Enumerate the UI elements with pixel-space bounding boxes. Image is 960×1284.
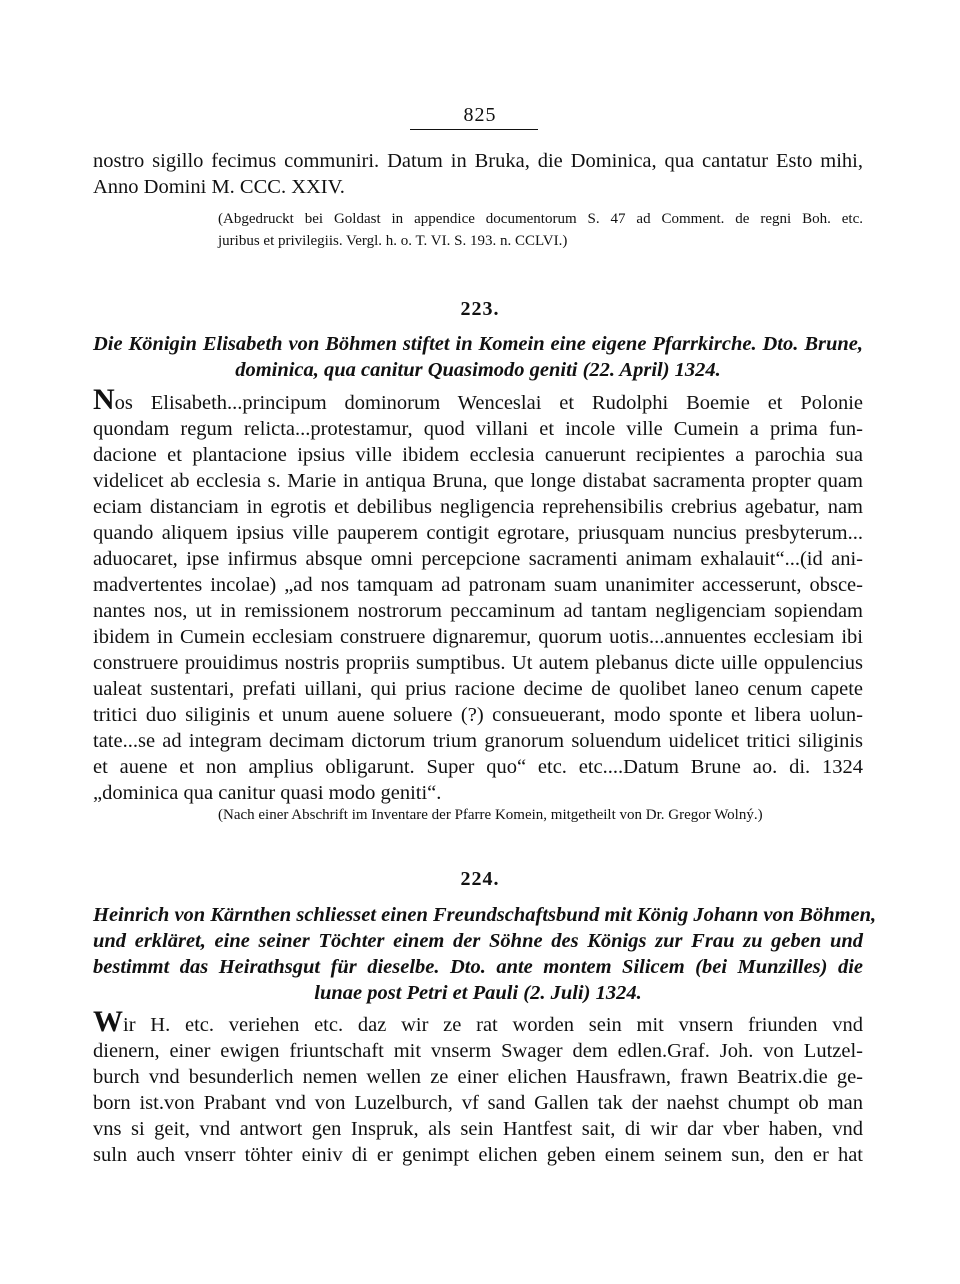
text-line: ibidem in Cumein ecclesiam construere dignaremur, quorum uotis...annuentes ecclesiam ibi [93,626,863,648]
initial-letter: N [93,383,115,416]
document-223-heading [93,331,863,383]
text-line: tritici duo siliginis et unum auene soluere (?) consueuerant, modo sponte et libera uolun- [93,704,863,726]
text-line: Anno Domini M. CCC. XXIV. [93,176,345,198]
note-line: juribus et privilegiis. Vergl. h. o. T. VI. S. 193. n. CCLVI.) [218,233,568,249]
source-note [218,804,863,826]
text-line: quando aliquem ipsius ville pauperem contigit egrotare, priusquam nuncius presbyterum... [93,522,863,544]
text-line: dienern, einer ewigen friuntschaft mit vnserm Swager dem edlen.Graf. Joh. von Lutzel- [93,1040,863,1062]
note-line: (Nach einer Abschrift im Inventare der Pfarre Komein, mitgetheilt von Dr. Gregor Wolný.) [218,807,763,823]
text-line: burch vnd besunderlich nemen wellen ze einer elichen Hausfrawn, frawn Beatrix.die ge- [93,1066,863,1088]
text-line: nostro sigillo fecimus communiri. Datum in Bruka, die Dominica, qua cantatur Esto mihi, [93,150,863,172]
source-note [218,208,863,252]
text-line: „dominica qua canitur quasi modo geniti“. [93,782,442,804]
text-line [93,383,863,416]
first-line-text: os Elisabeth...principum dominorum Wenceslai et Rudolphi Boemie et Polonie [114,392,863,414]
page-number-rule [410,129,538,130]
text-line: vns si geit, vnd antwort gen Inspruk, als sein Hantfest sait, di wir dar vber haben, vnd [93,1118,863,1140]
document-223-body [93,383,863,806]
text-line: et auene et non amplius obligarunt. Super quo“ etc. etc....Datum Brune ao. di. 1324 [93,756,863,778]
text-line: born ist.von Prabant vnd von Luzelburch, vf sand Gallen tak der naehst chumpt ob man [93,1092,863,1114]
heading-line: lunae post Petri et Pauli (2. Juli) 1324. [314,982,642,1004]
text-line: madvertentes incolae) „ad nos tamquam ad patronam suam unanimiter accesserunt, obsce- [93,574,863,596]
text-line [93,1005,863,1038]
heading-line: dominica, qua canitur Quasimodo geniti (22. April) 1324. [235,359,721,381]
note-line: (Abgedruckt bei Goldast in appendice documentorum S. 47 ad Comment. de regni Boh. etc. [218,211,863,227]
text-line: construere prouidimus nostris propriis sumptibus. Ut autem plebanus dicte uille oppulencius [93,652,863,674]
heading-line: Heinrich von Kärnthen schliesset einen Freundschaftsbund mit König Johann von Böhmen, [93,904,877,926]
text-line: quondam regum relicta...protestamur, quod villani et incole ville Cumein a prima fun- [93,418,863,440]
heading-line: und erkläret, eine seiner Töchter einem der Söhne des Königs zur Frau zu geben und [93,930,863,952]
text-line: tate...se ad integram decimam dictorum trium granorum soluendum uidelicet tritici siliginis [93,730,863,752]
first-line-text: ir H. etc. veriehen etc. daz wir ze rat worden sein mit vnsern friunden vnd [123,1014,863,1036]
initial-letter: W [93,1005,123,1038]
continuation-text [93,148,863,200]
text-line: eciam distanciam in egrotis et debilibus negligencia reprehensibilis crebrius agebatur, nam [93,496,863,518]
heading-line: bestimmt das Heirathsgut für dieselbe. Dto. ante montem Silicem (bei Munzilles) die [93,956,863,978]
document-number-223: 223. [460,298,500,320]
page-number: 825 [463,104,497,126]
text-line: nantes nos, ut in remissionem nostrorum peccaminum ad tantam negligenciam sopiendam [93,600,863,622]
document-224-heading [93,902,877,1006]
text-line: ualeat sustentari, prefati uillani, qui prius racione decime de quolibet laneo cenum capete [93,678,863,700]
heading-line: Die Königin Elisabeth von Böhmen stiftet in Komein eine eigene Pfarrkirche. Dto. Brune, [93,333,863,355]
document-224-body [93,1005,863,1168]
document-number-224: 224. [460,868,500,890]
text-line: suln auch vnserr töhter einiv di er genimpt elichen geben einem seinem sun, den er hat [93,1144,863,1166]
text-line: dacione et plantacione ipsius ville ibidem ecclesia canuerunt recipientes a parochia sua [93,444,863,466]
text-line: aduocaret, ipse infirmus absque omni percepcione sacramenti animam exhalauit“...(id ani- [93,548,863,570]
text-line: videlicet ab ecclesia s. Marie in antiqua Bruna, que longe distabat sacramenta propter quam [93,470,863,492]
